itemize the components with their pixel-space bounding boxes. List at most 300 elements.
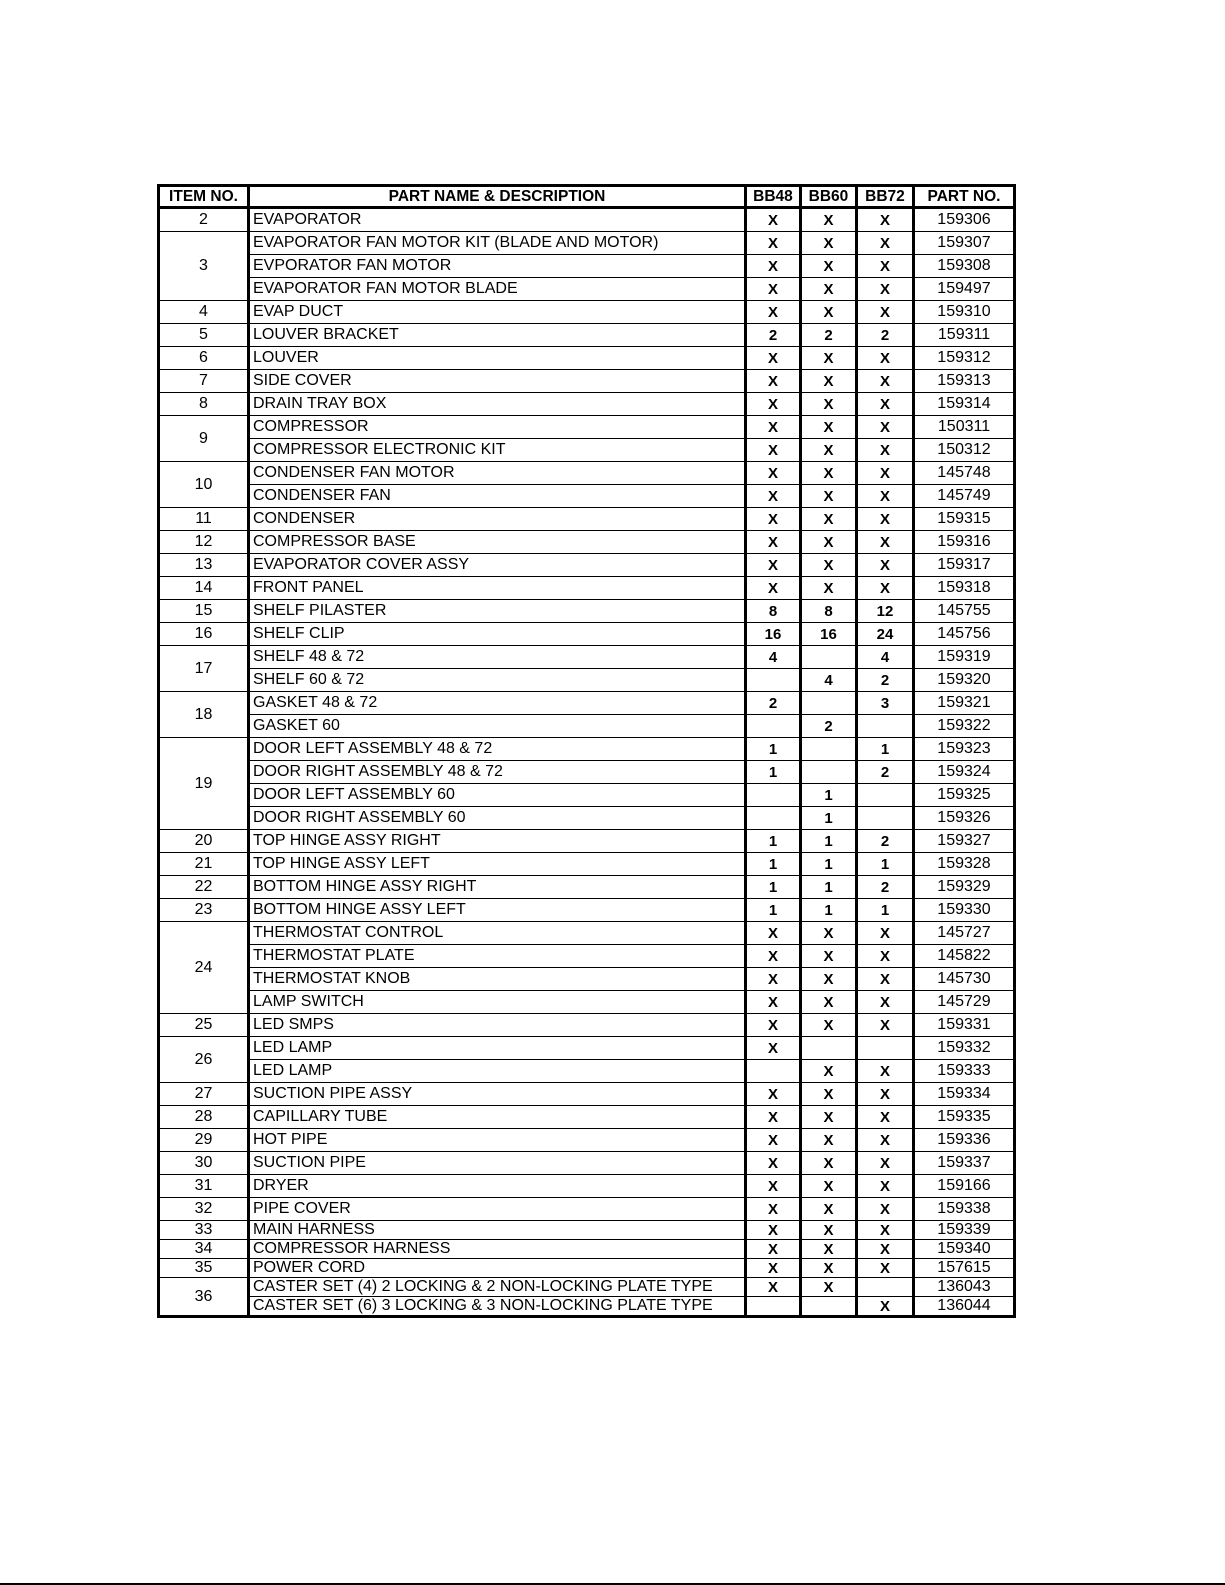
item-number-cell: 11 [159, 508, 249, 531]
description-cell: LOUVER [249, 347, 746, 370]
bb60-qty-cell [801, 761, 857, 784]
part-number-cell: 159306 [914, 208, 1015, 232]
bb60-qty-cell: X [801, 1278, 857, 1297]
item-number-cell: 2 [159, 208, 249, 232]
table-row [159, 899, 1015, 922]
item-number-cell: 28 [159, 1106, 249, 1129]
bb60-qty-cell: X [801, 991, 857, 1014]
bb48-qty-cell: X [746, 1152, 801, 1175]
bb72-qty-cell: X [857, 208, 914, 232]
part-number-cell: 145748 [914, 462, 1015, 485]
part-number-cell: 159336 [914, 1129, 1015, 1152]
table-row [159, 255, 1015, 278]
description-cell: BOTTOM HINGE ASSY LEFT [249, 899, 746, 922]
bb60-qty-cell: X [801, 439, 857, 462]
bb72-qty-cell: X [857, 508, 914, 531]
bb72-qty-cell: 2 [857, 830, 914, 853]
part-number-cell: 145749 [914, 485, 1015, 508]
bb72-qty-cell: X [857, 531, 914, 554]
bb48-qty-cell: X [746, 1083, 801, 1106]
bb48-qty-cell: X [746, 1129, 801, 1152]
bb48-qty-cell: X [746, 1175, 801, 1198]
item-number-cell: 26 [159, 1037, 249, 1083]
bb60-qty-cell: 2 [801, 324, 857, 347]
bb60-qty-cell: X [801, 1221, 857, 1240]
part-number-cell: 145729 [914, 991, 1015, 1014]
part-number-cell: 159308 [914, 255, 1015, 278]
table-row [159, 1259, 1015, 1278]
bb48-qty-cell: X [746, 531, 801, 554]
part-number-cell: 157615 [914, 1259, 1015, 1278]
table-row [159, 462, 1015, 485]
bb48-qty-cell: X [746, 991, 801, 1014]
table-row [159, 1037, 1015, 1060]
description-cell: PIPE COVER [249, 1198, 746, 1221]
bb72-qty-cell [857, 1037, 914, 1060]
description-cell: DRYER [249, 1175, 746, 1198]
bb48-qty-cell: X [746, 1221, 801, 1240]
bb72-qty-cell: X [857, 1297, 914, 1317]
item-number-cell: 5 [159, 324, 249, 347]
bb72-qty-cell: X [857, 393, 914, 416]
part-number-cell: 145730 [914, 968, 1015, 991]
item-number-cell: 30 [159, 1152, 249, 1175]
item-number-cell: 16 [159, 623, 249, 646]
description-cell: TOP HINGE ASSY RIGHT [249, 830, 746, 853]
description-cell: CAPILLARY TUBE [249, 1106, 746, 1129]
bb60-qty-cell: X [801, 922, 857, 945]
table-row [159, 784, 1015, 807]
table-row [159, 1060, 1015, 1083]
description-cell: EVAPORATOR [249, 208, 746, 232]
bb60-qty-cell: 1 [801, 853, 857, 876]
part-number-cell: 159337 [914, 1152, 1015, 1175]
bb48-qty-cell: X [746, 1014, 801, 1037]
item-number-cell: 7 [159, 370, 249, 393]
table-row [159, 1278, 1015, 1297]
item-number-cell: 29 [159, 1129, 249, 1152]
bb60-qty-cell: X [801, 347, 857, 370]
part-number-cell: 145822 [914, 945, 1015, 968]
bb60-header: BB60 [801, 186, 857, 208]
description-cell: SUCTION PIPE ASSY [249, 1083, 746, 1106]
header-row [159, 186, 1015, 208]
bb48-qty-cell: X [746, 922, 801, 945]
part-number-cell: 159331 [914, 1014, 1015, 1037]
description-cell: LED SMPS [249, 1014, 746, 1037]
bb72-qty-cell: 2 [857, 324, 914, 347]
bb60-qty-cell: X [801, 208, 857, 232]
bb48-qty-cell: 8 [746, 600, 801, 623]
description-cell: EVAPORATOR FAN MOTOR KIT (BLADE AND MOTOR) [249, 232, 746, 255]
bb48-qty-cell [746, 715, 801, 738]
description-cell: COMPRESSOR [249, 416, 746, 439]
bb72-qty-cell: X [857, 416, 914, 439]
description-cell: SUCTION PIPE [249, 1152, 746, 1175]
bb48-qty-cell: X [746, 1240, 801, 1259]
bb60-qty-cell: X [801, 968, 857, 991]
description-cell: SHELF 48 & 72 [249, 646, 746, 669]
part-number-cell: 159329 [914, 876, 1015, 899]
bb48-qty-cell: X [746, 1198, 801, 1221]
bb60-qty-cell: X [801, 1152, 857, 1175]
bb48-qty-cell: X [746, 439, 801, 462]
description-cell: CONDENSER [249, 508, 746, 531]
bb60-qty-cell [801, 738, 857, 761]
bb72-qty-cell: X [857, 462, 914, 485]
description-cell: MAIN HARNESS [249, 1221, 746, 1240]
bb72-qty-cell: 1 [857, 853, 914, 876]
item-number-cell: 15 [159, 600, 249, 623]
bb72-qty-cell: X [857, 991, 914, 1014]
table-row [159, 738, 1015, 761]
bb72-qty-cell: X [857, 255, 914, 278]
table-row [159, 1083, 1015, 1106]
bb72-header: BB72 [857, 186, 914, 208]
part-number-cell: 159307 [914, 232, 1015, 255]
bb60-qty-cell: X [801, 462, 857, 485]
description-cell: DOOR LEFT ASSEMBLY 60 [249, 784, 746, 807]
bb72-qty-cell: X [857, 1240, 914, 1259]
bb72-qty-cell: X [857, 554, 914, 577]
item-number-cell: 36 [159, 1278, 249, 1317]
part-number-cell: 159320 [914, 669, 1015, 692]
table-row [159, 1175, 1015, 1198]
part-number-cell: 159321 [914, 692, 1015, 715]
description-cell: THERMOSTAT CONTROL [249, 922, 746, 945]
table-row [159, 278, 1015, 301]
part-number-cell: 159315 [914, 508, 1015, 531]
bb60-qty-cell: X [801, 1259, 857, 1278]
part-number-cell: 159313 [914, 370, 1015, 393]
part-number-cell: 159497 [914, 278, 1015, 301]
description-cell: SIDE COVER [249, 370, 746, 393]
table-row [159, 554, 1015, 577]
bb48-qty-cell: 2 [746, 692, 801, 715]
description-header: PART NAME & DESCRIPTION [249, 186, 746, 208]
bb60-qty-cell [801, 646, 857, 669]
description-cell: EVPORATOR FAN MOTOR [249, 255, 746, 278]
table-row [159, 922, 1015, 945]
part-number-cell: 159335 [914, 1106, 1015, 1129]
bb60-qty-cell: X [801, 485, 857, 508]
part-number-cell: 159324 [914, 761, 1015, 784]
bb72-qty-cell: 2 [857, 876, 914, 899]
item-number-cell: 27 [159, 1083, 249, 1106]
parts-table-body [159, 208, 1015, 1317]
description-cell: GASKET 60 [249, 715, 746, 738]
bb60-qty-cell: 1 [801, 784, 857, 807]
bb72-qty-cell: X [857, 1106, 914, 1129]
bb72-qty-cell: X [857, 439, 914, 462]
item-number-cell: 19 [159, 738, 249, 830]
table-row [159, 1106, 1015, 1129]
bb72-qty-cell: X [857, 301, 914, 324]
bb60-qty-cell: X [801, 416, 857, 439]
item-number-cell: 25 [159, 1014, 249, 1037]
table-row [159, 692, 1015, 715]
description-cell: SHELF CLIP [249, 623, 746, 646]
item-number-cell: 32 [159, 1198, 249, 1221]
description-cell: THERMOSTAT PLATE [249, 945, 746, 968]
bb60-qty-cell: 1 [801, 876, 857, 899]
bb60-qty-cell: X [801, 1060, 857, 1083]
table-row [159, 761, 1015, 784]
description-cell: SHELF PILASTER [249, 600, 746, 623]
description-cell: DOOR LEFT ASSEMBLY 48 & 72 [249, 738, 746, 761]
bb60-qty-cell: X [801, 278, 857, 301]
bb60-qty-cell: X [801, 1014, 857, 1037]
part-number-cell: 159339 [914, 1221, 1015, 1240]
bb48-qty-cell: X [746, 278, 801, 301]
description-cell: DRAIN TRAY BOX [249, 393, 746, 416]
table-row [159, 968, 1015, 991]
item-number-cell: 23 [159, 899, 249, 922]
bb60-qty-cell: 4 [801, 669, 857, 692]
bb72-qty-cell: X [857, 922, 914, 945]
description-cell: BOTTOM HINGE ASSY RIGHT [249, 876, 746, 899]
description-cell: DOOR RIGHT ASSEMBLY 60 [249, 807, 746, 830]
bb72-qty-cell: X [857, 370, 914, 393]
description-cell: LED LAMP [249, 1060, 746, 1083]
bb60-qty-cell: X [801, 554, 857, 577]
part-number-cell: 159332 [914, 1037, 1015, 1060]
bb72-qty-cell: X [857, 1083, 914, 1106]
bb72-qty-cell [857, 784, 914, 807]
part-number-cell: 150312 [914, 439, 1015, 462]
description-cell: LAMP SWITCH [249, 991, 746, 1014]
part-number-cell: 145755 [914, 600, 1015, 623]
table-row [159, 1240, 1015, 1259]
table-row [159, 531, 1015, 554]
bb72-qty-cell: 3 [857, 692, 914, 715]
bb72-qty-cell: X [857, 347, 914, 370]
part-number-cell: 159328 [914, 853, 1015, 876]
bb72-qty-cell: X [857, 278, 914, 301]
bb48-qty-cell: X [746, 577, 801, 600]
bb60-qty-cell: X [801, 1198, 857, 1221]
description-cell: COMPRESSOR HARNESS [249, 1240, 746, 1259]
item-number-cell: 6 [159, 347, 249, 370]
part-number-cell: 159327 [914, 830, 1015, 853]
item-number-cell: 9 [159, 416, 249, 462]
bb48-qty-cell: X [746, 1106, 801, 1129]
description-cell: TOP HINGE ASSY LEFT [249, 853, 746, 876]
item-number-cell: 13 [159, 554, 249, 577]
bb60-qty-cell [801, 1297, 857, 1317]
table-row [159, 508, 1015, 531]
part-number-cell: 159166 [914, 1175, 1015, 1198]
description-cell: POWER CORD [249, 1259, 746, 1278]
bb48-qty-cell [746, 1060, 801, 1083]
description-cell: DOOR RIGHT ASSEMBLY 48 & 72 [249, 761, 746, 784]
table-row [159, 324, 1015, 347]
bb60-qty-cell: 1 [801, 899, 857, 922]
item-number-cell: 3 [159, 232, 249, 301]
table-row [159, 830, 1015, 853]
description-cell: FRONT PANEL [249, 577, 746, 600]
bb60-qty-cell: X [801, 393, 857, 416]
bb72-qty-cell: X [857, 945, 914, 968]
bb48-qty-cell: 16 [746, 623, 801, 646]
item-number-cell: 12 [159, 531, 249, 554]
table-row [159, 485, 1015, 508]
table-row [159, 991, 1015, 1014]
description-cell: CONDENSER FAN [249, 485, 746, 508]
bb60-qty-cell: 16 [801, 623, 857, 646]
item-number-cell: 34 [159, 1240, 249, 1259]
bb60-qty-cell: 2 [801, 715, 857, 738]
bb48-qty-cell: X [746, 1259, 801, 1278]
bb48-qty-cell: X [746, 416, 801, 439]
part-number-cell: 150311 [914, 416, 1015, 439]
bb48-qty-cell [746, 669, 801, 692]
bb72-qty-cell: X [857, 968, 914, 991]
bb48-qty-cell: 1 [746, 761, 801, 784]
item-number-cell: 4 [159, 301, 249, 324]
table-row [159, 1014, 1015, 1037]
bb60-qty-cell: X [801, 508, 857, 531]
bb60-qty-cell: X [801, 945, 857, 968]
part-number-cell: 159316 [914, 531, 1015, 554]
description-cell: LOUVER BRACKET [249, 324, 746, 347]
bb48-qty-cell: 4 [746, 646, 801, 669]
bb72-qty-cell: 2 [857, 761, 914, 784]
item-number-cell: 35 [159, 1259, 249, 1278]
part-number-cell: 159317 [914, 554, 1015, 577]
part-number-cell: 159340 [914, 1240, 1015, 1259]
table-row [159, 646, 1015, 669]
part-number-cell: 145727 [914, 922, 1015, 945]
table-row [159, 232, 1015, 255]
bb48-qty-cell: X [746, 462, 801, 485]
bb48-qty-cell: X [746, 554, 801, 577]
table-row [159, 347, 1015, 370]
item-no-header: ITEM NO. [159, 186, 249, 208]
description-cell: EVAPORATOR COVER ASSY [249, 554, 746, 577]
bb60-qty-cell: X [801, 1106, 857, 1129]
description-cell: LED LAMP [249, 1037, 746, 1060]
bb48-qty-cell: 1 [746, 830, 801, 853]
bb48-qty-cell: 1 [746, 876, 801, 899]
bb48-qty-cell: 1 [746, 853, 801, 876]
bb48-qty-cell: X [746, 393, 801, 416]
bb60-qty-cell: X [801, 1240, 857, 1259]
table-row [159, 1221, 1015, 1240]
bb48-qty-cell [746, 1297, 801, 1317]
bb72-qty-cell: X [857, 1259, 914, 1278]
bb60-qty-cell: X [801, 255, 857, 278]
item-number-cell: 14 [159, 577, 249, 600]
bb48-qty-cell: 2 [746, 324, 801, 347]
bb72-qty-cell: X [857, 1129, 914, 1152]
bb60-qty-cell: X [801, 301, 857, 324]
table-row [159, 600, 1015, 623]
bb72-qty-cell [857, 715, 914, 738]
table-row [159, 623, 1015, 646]
item-number-cell: 17 [159, 646, 249, 692]
item-number-cell: 20 [159, 830, 249, 853]
part-number-cell: 159311 [914, 324, 1015, 347]
description-cell: THERMOSTAT KNOB [249, 968, 746, 991]
table-row [159, 669, 1015, 692]
bb60-qty-cell: 1 [801, 807, 857, 830]
bb60-qty-cell: X [801, 577, 857, 600]
item-number-cell: 24 [159, 922, 249, 1014]
bb72-qty-cell: X [857, 577, 914, 600]
bb60-qty-cell: 8 [801, 600, 857, 623]
table-row [159, 807, 1015, 830]
bb72-qty-cell: X [857, 485, 914, 508]
table-row [159, 416, 1015, 439]
bb72-qty-cell: X [857, 1152, 914, 1175]
description-cell: COMPRESSOR ELECTRONIC KIT [249, 439, 746, 462]
description-cell: EVAP DUCT [249, 301, 746, 324]
table-row [159, 208, 1015, 232]
bb60-qty-cell: X [801, 1175, 857, 1198]
bb60-qty-cell: X [801, 1083, 857, 1106]
table-row [159, 1198, 1015, 1221]
bb72-qty-cell: 12 [857, 600, 914, 623]
description-cell: EVAPORATOR FAN MOTOR BLADE [249, 278, 746, 301]
table-row [159, 439, 1015, 462]
item-number-cell: 31 [159, 1175, 249, 1198]
description-cell: CASTER SET (4) 2 LOCKING & 2 NON-LOCKING PLATE TYPE [249, 1278, 746, 1297]
item-number-cell: 33 [159, 1221, 249, 1240]
bb60-qty-cell [801, 1037, 857, 1060]
bb72-qty-cell: X [857, 1060, 914, 1083]
bb48-qty-cell: X [746, 485, 801, 508]
bb48-qty-cell: X [746, 347, 801, 370]
part-number-cell: 159310 [914, 301, 1015, 324]
bb60-qty-cell [801, 692, 857, 715]
bb72-qty-cell [857, 1278, 914, 1297]
description-cell: GASKET 48 & 72 [249, 692, 746, 715]
table-row [159, 1129, 1015, 1152]
bb72-qty-cell: 1 [857, 738, 914, 761]
table-row [159, 876, 1015, 899]
part-number-cell: 159334 [914, 1083, 1015, 1106]
description-cell: CONDENSER FAN MOTOR [249, 462, 746, 485]
table-row [159, 853, 1015, 876]
bb72-qty-cell: X [857, 1014, 914, 1037]
bb60-qty-cell: X [801, 232, 857, 255]
part-number-cell: 159319 [914, 646, 1015, 669]
part-no-header: PART NO. [914, 186, 1015, 208]
description-cell: CASTER SET (6) 3 LOCKING & 3 NON-LOCKING PLATE TYPE [249, 1297, 746, 1317]
part-number-cell: 159318 [914, 577, 1015, 600]
bb48-qty-cell: X [746, 968, 801, 991]
part-number-cell: 159338 [914, 1198, 1015, 1221]
bb72-qty-cell: X [857, 1175, 914, 1198]
item-number-cell: 18 [159, 692, 249, 738]
item-number-cell: 21 [159, 853, 249, 876]
part-number-cell: 159323 [914, 738, 1015, 761]
bb48-qty-cell: X [746, 1037, 801, 1060]
table-row [159, 370, 1015, 393]
part-number-cell: 136043 [914, 1278, 1015, 1297]
bb48-qty-cell: X [746, 370, 801, 393]
part-number-cell: 159333 [914, 1060, 1015, 1083]
description-cell: SHELF 60 & 72 [249, 669, 746, 692]
bb48-header: BB48 [746, 186, 801, 208]
bb60-qty-cell: X [801, 1129, 857, 1152]
item-number-cell: 10 [159, 462, 249, 508]
bb48-qty-cell: X [746, 945, 801, 968]
bb72-qty-cell: 2 [857, 669, 914, 692]
bb72-qty-cell: X [857, 1198, 914, 1221]
table-row [159, 945, 1015, 968]
